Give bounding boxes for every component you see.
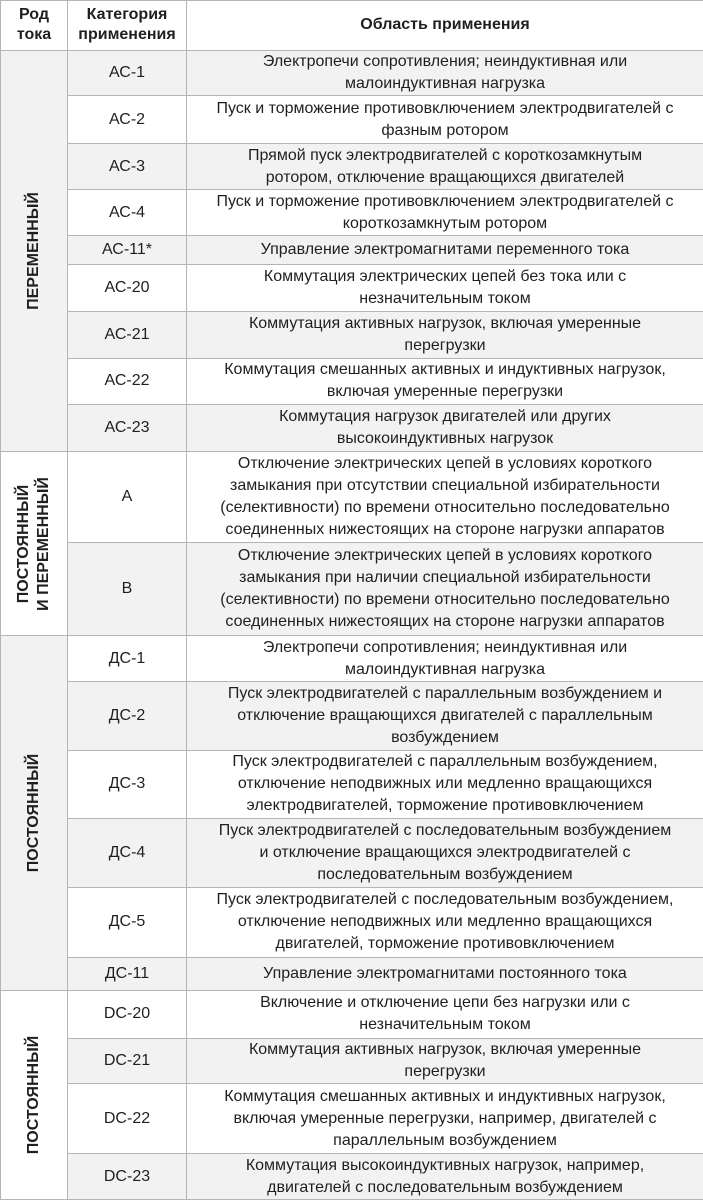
current-type-label: ПЕРЕМЕННЫЙ (25, 191, 42, 310)
area-line: Прямой пуск электродвигателей с короткозамкнутым (247, 146, 643, 164)
table-row (1, 887, 703, 957)
area-cell (187, 451, 703, 542)
area-cell (187, 358, 703, 405)
area-line: параллельным возбуждением (333, 1131, 557, 1149)
category-cell: ДС-4 (68, 818, 187, 887)
area-cell (187, 236, 703, 265)
category-cell: АС-21 (68, 312, 187, 359)
area-line: Пуск электродвигателей с последовательным возбуждением (218, 821, 672, 839)
header-current-type: Род тока (1, 1, 68, 51)
area-cell (187, 1154, 703, 1200)
area-line: отключение неподвижных или медленно вращающихся (237, 913, 653, 931)
area-line: перегрузки (404, 1062, 486, 1080)
table-row (1, 358, 703, 405)
area-cell (187, 405, 703, 452)
table-row (1, 265, 703, 312)
current-type-cell-dc1 (1, 636, 68, 991)
area-line: отключение неподвижных или медленно вращающихся (237, 775, 653, 793)
category-cell: ДС-2 (68, 681, 187, 750)
area-line: незначительным током (359, 290, 531, 308)
area-line: двигателей, торможение противовключением (275, 935, 615, 953)
category-cell: DC-21 (68, 1038, 187, 1084)
area-cell (187, 1084, 703, 1154)
category-cell: АС-2 (68, 96, 187, 144)
category-cell: DC-20 (68, 991, 187, 1039)
category-cell: АС-3 (68, 143, 187, 190)
table-row (1, 543, 703, 636)
current-type-label: ПОСТОЯННЫЙ (25, 1035, 42, 1155)
area-line: Пуск и торможение противовключением электродвигателей с (216, 192, 674, 210)
category-cell: DC-22 (68, 1084, 187, 1154)
area-line: короткозамкнутым ротором (342, 214, 548, 232)
category-cell: ДС-1 (68, 636, 187, 682)
area-line: Отключение электрических цепей в условиях короткого (237, 455, 653, 472)
category-cell: АС-4 (68, 190, 187, 236)
area-line: и отключение вращающихся электродвигателей с (259, 843, 631, 861)
category-cell: АС-11* (68, 236, 187, 265)
area-line: соединенных нижестоящих на стороне нагрузки аппаратов (225, 521, 665, 538)
area-line: Коммутация нагрузок двигателей или других (279, 408, 611, 426)
area-line: (селективности) по времени относительно последовательно (220, 499, 670, 516)
current-type-cell-acdc (1, 451, 68, 635)
category-cell: DC-23 (68, 1154, 187, 1200)
area-cell (187, 1038, 703, 1084)
area-line: включая умеренные перегрузки, например, двигателей с (233, 1109, 657, 1127)
area-line: Пуск электродвигателей с параллельным возбуждением и (227, 684, 663, 702)
table-row (1, 143, 703, 190)
area-cell (187, 991, 703, 1039)
current-type-cell-dc2 (1, 991, 68, 1200)
area-line: соединенных нижестоящих на стороне нагрузки аппаратов (225, 613, 665, 631)
table-row (1, 957, 703, 990)
area-line: фазным ротором (381, 121, 509, 139)
category-cell: ДС-5 (68, 887, 187, 957)
area-line: Электропечи сопротивления; неиндуктивная или (262, 638, 628, 656)
area-cell (187, 312, 703, 359)
area-line: малоиндуктивная нагрузка (344, 74, 546, 92)
area-line: незначительным током (359, 1016, 531, 1034)
table-row (1, 190, 703, 236)
table-row (1, 750, 703, 818)
area-cell (187, 143, 703, 190)
area-cell (187, 190, 703, 236)
table-row (1, 405, 703, 452)
area-line: Отключение электрических цепей в условиях короткого (237, 547, 653, 565)
area-line: (селективности) по времени относительно последовательно (220, 591, 670, 609)
table-header-row (1, 1, 703, 51)
category-cell: АС-1 (68, 50, 187, 96)
table-row (1, 636, 703, 682)
area-line: высокоиндуктивных нагрузок (336, 430, 554, 448)
category-cell: В (68, 543, 187, 636)
table-row (1, 312, 703, 359)
category-cell: ДС-3 (68, 750, 187, 818)
area-cell (187, 818, 703, 887)
table-row (1, 818, 703, 887)
table-row (1, 50, 703, 96)
table-row (1, 681, 703, 750)
area-line: замыкания при наличии специальной избирательности (239, 569, 651, 587)
area-cell (187, 681, 703, 750)
area-cell (187, 750, 703, 818)
current-type-label: ПОСТОЯННЫЙ (25, 753, 42, 873)
area-cell (187, 957, 703, 990)
area-line: Электропечи сопротивления; неиндуктивная или (262, 52, 628, 70)
area-line: электродвигателей, торможение противовключением (246, 797, 644, 815)
table-row (1, 451, 703, 542)
area-line: возбуждением (391, 728, 499, 746)
area-line: включая умеренные перегрузки (326, 383, 564, 401)
area-line: отключение вращающихся двигателей с параллельным (237, 706, 653, 724)
category-cell: АС-23 (68, 405, 187, 452)
area-line: Коммутация смешанных активных и индуктивных нагрузок, (224, 1087, 666, 1105)
table-row (1, 991, 703, 1039)
area-line: Коммутация активных нагрузок, включая умеренные (248, 314, 642, 332)
table-row (1, 96, 703, 144)
area-cell (187, 96, 703, 144)
area-cell (187, 543, 703, 636)
area-line: Пуск электродвигателей с последовательным возбуждением, (216, 891, 674, 909)
category-cell: АС-20 (68, 265, 187, 312)
area-line: Коммутация высокоиндуктивных нагрузок, например, (245, 1156, 645, 1174)
area-line: ротором, отключение вращающихся двигателей (265, 168, 625, 186)
area-cell (187, 50, 703, 96)
area-line: Коммутация электрических цепей без тока или с (263, 268, 627, 286)
area-line: последовательным возбуждением (317, 865, 573, 883)
area-line: малоиндуктивная нагрузка (344, 660, 546, 678)
header-area: Область применения (187, 1, 703, 51)
category-cell: АС-22 (68, 358, 187, 405)
current-type-label: ПОСТОЯННЫЙ И ПЕРЕМЕННЫЙ (15, 476, 52, 611)
current-type-cell-ac (1, 50, 68, 451)
area-line: Коммутация смешанных активных и индуктивных нагрузок, (224, 361, 666, 379)
area-line: Коммутация активных нагрузок, включая умеренные (248, 1040, 642, 1058)
area-line: двигателей с последовательным возбуждением (267, 1178, 623, 1196)
area-cell (187, 636, 703, 682)
area-line: Пуск электродвигателей с параллельным возбуждением, (232, 753, 658, 771)
category-cell: А (68, 451, 187, 542)
table-row (1, 1084, 703, 1154)
table-row (1, 1038, 703, 1084)
table-row (1, 1154, 703, 1200)
area-line: Управление электромагнитами переменного тока (260, 241, 630, 259)
area-line: Управление электромагнитами постоянного тока (263, 964, 627, 982)
area-line: перегрузки (404, 336, 486, 354)
area-cell (187, 265, 703, 312)
table-row (1, 236, 703, 265)
area-line: Включение и отключение цепи без нагрузки или с (260, 994, 630, 1012)
area-line: замыкания при отсутствии специальной избирательности (230, 477, 660, 494)
area-cell (187, 887, 703, 957)
area-line: Пуск и торможение противовключением электродвигателей с (216, 99, 674, 117)
header-category: Категория применения (68, 1, 187, 51)
category-cell: ДС-11 (68, 957, 187, 990)
